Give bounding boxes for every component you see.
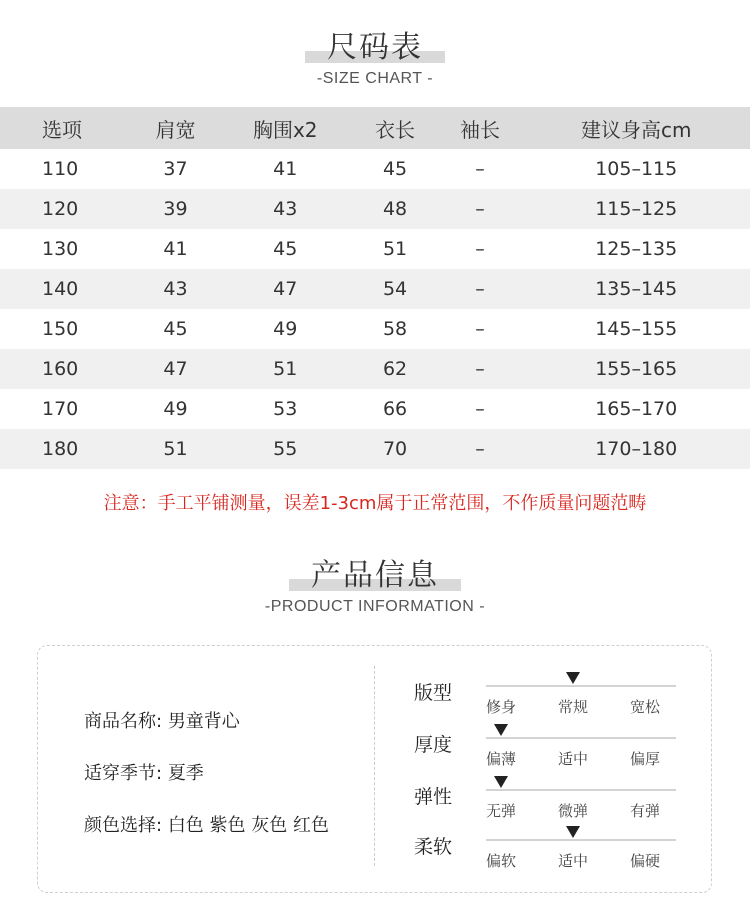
info-divider xyxy=(374,666,375,866)
cell-shoulder: 43 xyxy=(133,269,218,309)
attr-scale-line xyxy=(486,685,676,687)
color-value: 白色 紫色 灰色 红色 xyxy=(167,815,329,836)
table-row xyxy=(0,189,750,229)
cell-chest: 41 xyxy=(273,158,298,180)
selected-marker-icon xyxy=(566,672,580,684)
cell-length: 70 xyxy=(353,429,438,469)
size-chart-title-wrap xyxy=(327,22,423,66)
table-row xyxy=(0,229,750,269)
attr-label: 弹性 xyxy=(414,786,453,808)
cell-shoulder: 37 xyxy=(163,158,188,180)
size-table xyxy=(0,107,750,469)
cell-chest: 43 xyxy=(218,189,353,229)
cell-height: 145–155 xyxy=(595,318,678,340)
cell-chest: 51 xyxy=(218,349,353,389)
cell-sleeve: – xyxy=(438,189,523,229)
cell-shoulder: 39 xyxy=(133,189,218,229)
attr-option: 修身 xyxy=(486,698,517,716)
header-length: 衣长 xyxy=(353,107,438,149)
attr-option: 无弹 xyxy=(486,802,517,820)
cell-sleeve: – xyxy=(438,349,523,389)
color-line xyxy=(84,811,329,837)
header-shoulder: 肩宽 xyxy=(133,107,218,149)
attr-option: 微弹 xyxy=(558,802,589,820)
attr-option: 有弹 xyxy=(630,802,661,820)
product-name-line xyxy=(84,707,240,733)
product-info-box xyxy=(37,645,712,893)
attr-label: 厚度 xyxy=(414,734,453,756)
season-value: 夏季 xyxy=(167,763,204,784)
attr-option: 适中 xyxy=(558,750,589,768)
cell-size: 170 xyxy=(42,398,79,420)
cell-height: 170–180 xyxy=(522,429,750,469)
size-chart-title: 尺码表 xyxy=(327,30,423,65)
cell-chest: 49 xyxy=(273,318,298,340)
attr-option: 偏薄 xyxy=(486,750,517,768)
cell-height: 165–170 xyxy=(595,398,678,420)
product-info-subtitle: -PRODUCT INFORMATION - xyxy=(264,598,486,615)
cell-size: 160 xyxy=(0,349,133,389)
attr-option: 适中 xyxy=(558,852,589,870)
season-label: 适穿季节: xyxy=(84,763,163,784)
table-row xyxy=(0,349,750,389)
size-chart-header xyxy=(0,22,750,88)
cell-size: 120 xyxy=(0,189,133,229)
product-info-title: 产品信息 xyxy=(311,558,439,593)
table-row xyxy=(0,389,750,429)
cell-height: 105–115 xyxy=(595,158,678,180)
attr-option: 常规 xyxy=(558,698,589,716)
selected-marker-icon xyxy=(494,776,508,788)
header-option: 选项 xyxy=(0,107,133,149)
attr-scale-line xyxy=(486,839,676,841)
cell-chest: 45 xyxy=(273,238,298,260)
cell-height: 135–145 xyxy=(522,269,750,309)
cell-size: 110 xyxy=(42,158,79,180)
table-row xyxy=(0,429,750,469)
season-line xyxy=(84,759,204,785)
product-name-value: 男童背心 xyxy=(167,711,240,732)
cell-length: 58 xyxy=(382,318,408,340)
attr-elasticity xyxy=(414,780,684,832)
selected-marker-icon xyxy=(566,826,580,838)
cell-shoulder: 49 xyxy=(163,398,188,420)
cell-length: 66 xyxy=(382,398,408,420)
cell-shoulder: 47 xyxy=(133,349,218,389)
cell-size: 180 xyxy=(0,429,133,469)
cell-shoulder: 41 xyxy=(163,238,188,260)
header-chest: 胸围x2 xyxy=(218,107,353,149)
cell-height: 115–125 xyxy=(522,189,750,229)
cell-length: 45 xyxy=(382,158,408,180)
size-table-header-row xyxy=(0,107,750,149)
cell-sleeve: – xyxy=(475,238,485,260)
cell-length: 48 xyxy=(353,189,438,229)
product-info-header xyxy=(0,550,750,616)
cell-size: 130 xyxy=(42,238,79,260)
product-name-label: 商品名称: xyxy=(84,711,163,732)
cell-size: 150 xyxy=(42,318,79,340)
cell-length: 54 xyxy=(353,269,438,309)
product-info-title-wrap xyxy=(311,550,439,594)
table-row xyxy=(0,269,750,309)
selected-marker-icon xyxy=(494,724,508,736)
size-chart-subtitle: -SIZE CHART - xyxy=(316,70,434,87)
cell-height: 125–135 xyxy=(595,238,678,260)
attr-label: 版型 xyxy=(414,682,453,704)
color-label: 颜色选择: xyxy=(84,815,163,836)
attr-fit xyxy=(414,676,684,728)
cell-chest: 53 xyxy=(273,398,298,420)
header-sleeve: 袖长 xyxy=(438,107,523,149)
attr-option: 偏厚 xyxy=(630,750,661,768)
cell-shoulder: 45 xyxy=(163,318,188,340)
attr-softness xyxy=(414,830,684,882)
attr-scale-line xyxy=(486,737,676,739)
cell-sleeve: – xyxy=(475,158,485,180)
cell-sleeve: – xyxy=(475,398,485,420)
cell-chest: 55 xyxy=(218,429,353,469)
cell-shoulder: 51 xyxy=(133,429,218,469)
cell-chest: 47 xyxy=(218,269,353,309)
table-row xyxy=(0,149,750,189)
cell-length: 62 xyxy=(353,349,438,389)
attr-option: 偏软 xyxy=(486,852,517,870)
cell-height: 155–165 xyxy=(522,349,750,389)
attr-thickness xyxy=(414,728,684,780)
attr-option: 偏硬 xyxy=(630,852,661,870)
cell-sleeve: – xyxy=(475,318,485,340)
measurement-notice: 注意：手工平铺测量，误差1-3cm属于正常范围，不作质量问题范畴 xyxy=(103,493,647,514)
table-row xyxy=(0,309,750,349)
cell-sleeve: – xyxy=(438,269,523,309)
cell-size: 140 xyxy=(0,269,133,309)
attr-scale-line xyxy=(486,789,676,791)
attr-option: 宽松 xyxy=(630,698,661,716)
attr-label: 柔软 xyxy=(414,836,453,858)
cell-sleeve: – xyxy=(438,429,523,469)
cell-length: 51 xyxy=(382,238,408,260)
header-height: 建议身高cm xyxy=(522,107,750,149)
